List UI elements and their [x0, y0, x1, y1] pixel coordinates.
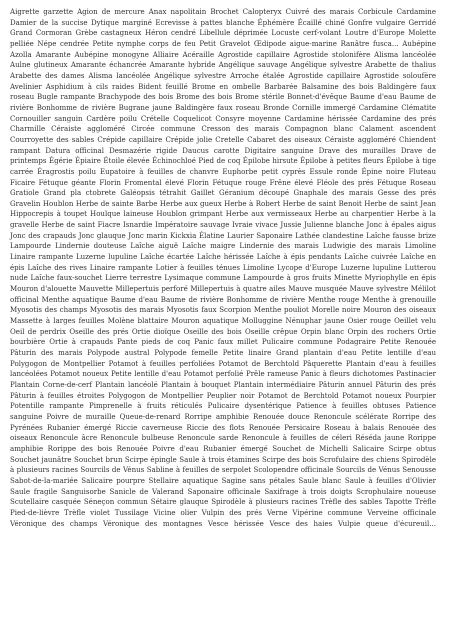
- species-list-text: Aigrette garzette Agion de mercure Anax napolitain Brochet Calopteryx Cuivré des marais Corbicule Cardamine Damier de la succise Dytique marginé Ecrevisse à pattes blanche Éphémère Écaillé chiné Gonfre vulgaire Gerridé Grand Cormoran Grèbe castagneux Héron cendré Libellule déprimée Locuste cerf-volant Loutre d'Europe Molette pelliée Népe cendrée Petite nymphe corps de feu Petit Gravelot Œdipode aigue-marine Ranâtre fusca... Aubépine Azolla Amarante Aubépine monogyne Alliaire Acéraille Agrostide capillaire Agrostide stolonifère Alisma lancéolée Aulne glutineux Amarante échancrée Amarante hybride Angélique sauvage Angélique sylvestre Arabette de thalius Arabette des dames Alisma lancéolée Angélique sylvestre Arroche étalée Agrostide capillaire Agrostide soloufère Avelinier Asphidium à cils raides Bident feuillé Brome en ombelle Barbarée Balsamine des bois Baldingère faux roseau Bugle rampante Brachypode des bois Brome des bois Brome stérile Bonnet-d'évêque Baume d'eau Baume de rivière Bonhomme de rivière Bugrane jaune Baldingère faux roseau Bronde Cornille immergé Cardamine Clématite Cornouiller sanguin Cardère poilu Crételle Coquelicot Consyre moyenne Cardamine hérissée Cardamine des prés Charmille Céraiste aggloméré Circée commune Cresson des marais Compagnon blanc Calament ascendent Courroyette des sables Crépide capillaire Crépide jolie Cretelle Cabaret des oiseaux Céraiste aggloméré Chiendent rampant Datura officinal Desmazérie rigide Daucus carotte Digitaire sanguine Drave des murailles Drave de printemps Égérie Épiaire Étoile élevée Échinochloé Pied de coq Épilobe hirsute Épilobe à petites fleurs Épilobe à tige carrée Éragrostis poilu Eupatoire à feuilles de chanvre Euphorbe petit cyprès Essule ronde Épine noire Fluteau Ficaire Fétuque géante Florin Fromental élevé Florin Fétuque rouge Frêne élevé Fléole des prés Fétuque Roseau Gratiole Grand pla ctobrete Galéopsis tétrahit Gaillet Géranium découpé Gnaphale des marais Gesse des prés Gravelin Houblon Herbe de sainte Barbe Herbe aux gueux Herbe à Robert Herbe de saint Benoit Herbe de saint Jean Hippocrepis à toupet Houlque laineuse Houblon grimpant Herbe aux vermisseaux Herbe au charpentier Herbe à la gravelle Herbe de saint Fiacre Isnardie Impératoire sauvage Ivraie vivace Jussie Julienne blanche Jonc à épales aigus Jonc des crapauds Jonc glauque Jonc marin Kickxia Élatine Laurier Saponaire Lathée clandestine Laîche fausse brize Lampourde Lindernie douteuse Laîche aiguë Laîche maigre Lindernie des marais Ludwigie des marais Limoline Linaire rampante Luzerne lupuline Laîche écartée Laîche hérissée Laîche à épis pendants Laîche cuivrée Laîche en épis Laîche des rives Linaire rampante Lotier à feuilles ténues Limoline Lycope d'Europe Luzerne lupuline Lutterou nude Laîche faux-souchet Lierre terrestre Lysimaque commune Lampourde à gros fruits Minette Myriophylle en épis Mouron d'alouette Mauvette Millepertuis perforé Millepertuis à quatre ailes Mauve musquée Mauve sylvestre Mélilot officinal Menthe aquatique Baume d'eau Baume de rivière Bonhomme de rivière Menthe rouge Menthe à grenouille Myosotis des champs Myosotis des marais Myosotis faux Scorpion Menthe pouliot Morelle noire Mouron des oiseaux Massette à larges feuilles Molène blattaire Mouron aquatique Molluggine Nénuphar jaune Osier rouge Oeillet velu Oeil de perdrix Oseille des prés Ortie dioïque Oseille des bois Oseille crêpue Orpin blanc Orpin des rochers Ortie bourbière Ortie à crapauds Pante pieds de coq Panic faux millet Pulicaire commune Podagraire Petite Renouée Pâturin des marais Polypode austral Polypode femelle Petite linaire Grand plantain d'eau Petite lentille d'eau Polygogon de Montpellier Potamot à feuilles perfoliées Potamot de Berchtold Pâquerette Plantain d'eau à feuilles lancéolées Potamot noueux Petite lentille d'eau Potamot perfolié Prêle rameuse Panic à fleurs dichotomes Pastinacier Plantain Corne-de-cerf Plantain lancéolé Plantain à bouquet Plantain intermédiaire Pâturin annuel Pâturin des prés Pâturin à feuilles étroites Polygogon de Montpellier Peuplier noir Potamot de Berchtold Potamot noueux Pourpier Potentille rampante Pimprenelle à fruits réticulés Pulicaire dysentérique Patience à feuilles obtuses Patience sanguine Poivre de muraille Queue-de-renard Rorripe amphibie Renouée douce Renoncule scélérate Rorripe des Pyrénées Rubanier émergé Riccie caverneuse Riccie des flots Renouée Persicaire Roseau à balais Renouée des oiseaux Renoncule âcre Renoncule bulbeuse Renoncule sarde Renoncule à feuilles de céleri Réséda jaune Rorippe amphibie Rorippe des bois Renouée Poivre d'eau Rubanier émergé Souchet de Michelli Salicaire Scirpe obtus Souchet jaunâtre Souchet brun Scirpe épingle Saule à trois étamines Scirpe des bois Scrofulaire des chiens Spirodèle à plusieurs racines Sourcils de Vénus Sabline à feuilles de serpolet Scolopendre officinale Sourcils de Vénus Senousse Sabot-de-la-mariée Salicaire pourpre Stellaire aquatique Sagine sans pétales Saule blanc Saule à feuilles d'Olivier Saule fragile Sanguisorbe Sanicle de Valerand Saponaire officinale Saxifrage à trois doigts Scrophulaire noueuse Scutellaire casquée Séneçon commun Sétaire glauque Spirodèle à plusieurs racines Trèfle des sables Tapotte Trèfle Pied-de-lièvre Trèfle violet Tussilage Vicine olier Vulpin des prés Verne Vipérine commune Verveine officinale Véronique des champs Véronique des montagnes Vesce hérissée Vesce des haies Vulpie queue d'écureuil...: [10, 7, 436, 528]
